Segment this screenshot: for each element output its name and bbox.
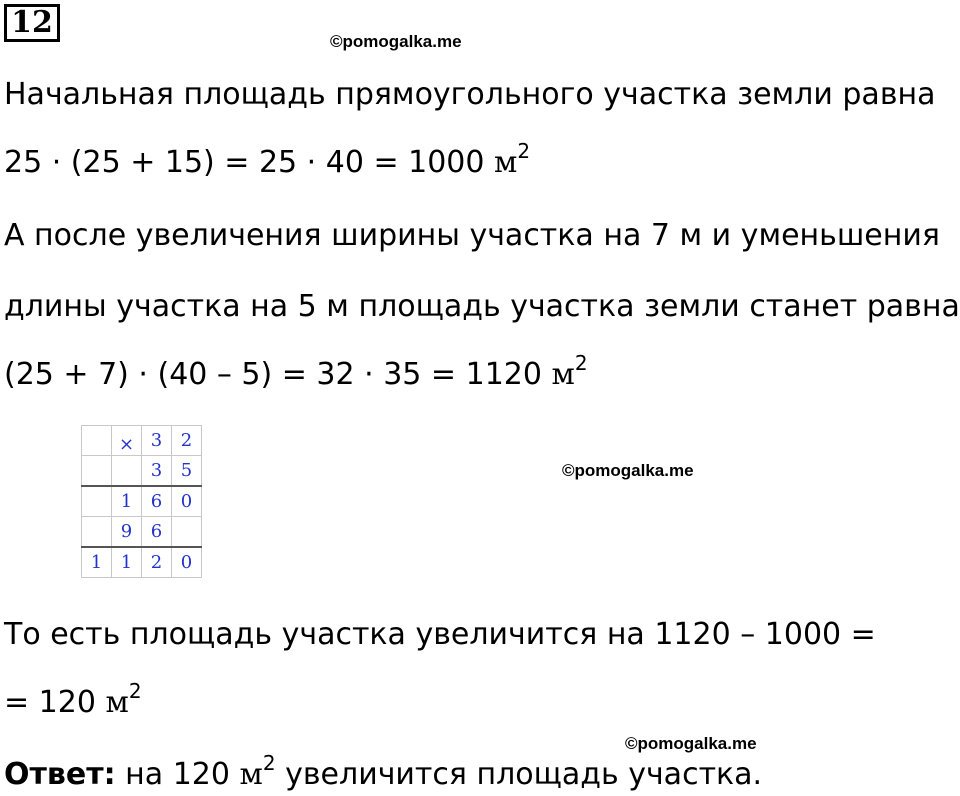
grid-cell (172, 517, 202, 548)
grid-cell: 2 (172, 426, 202, 456)
grid-row-5 (82, 547, 202, 578)
grid-cell: 1 (82, 547, 112, 578)
unit-m: м (239, 757, 263, 792)
unit-power: 2 (262, 751, 276, 775)
unit-m: м (551, 357, 575, 392)
text-line-5 (4, 351, 588, 393)
grid-cell (82, 426, 112, 456)
watermark-bottom: ©pomogalka.me (625, 734, 757, 753)
grid-cell: 6 (142, 486, 172, 517)
unit-power: 2 (517, 139, 531, 163)
text-line-6 (4, 617, 876, 653)
grid-cell-multiply-sign: × (112, 426, 142, 456)
text-line-1 (4, 77, 936, 113)
text-line-4 (4, 289, 960, 325)
answer-post: увеличится площадь участка. (285, 757, 763, 792)
grid-cell (82, 456, 112, 487)
unit-power: 2 (574, 351, 588, 375)
grid-cell: 9 (112, 517, 142, 548)
text-line-7 (4, 679, 142, 721)
watermark-middle: ©pomogalka.me (562, 461, 694, 480)
line-4-text: длины участка на 5 м площадь участка земли станет равна (4, 289, 960, 324)
line-6-text: То есть площадь участка увеличится на 1120 – 1000 = (4, 617, 876, 652)
multiplication-grid (81, 425, 202, 578)
grid-cell: 0 (172, 547, 202, 578)
unit-power: 2 (128, 679, 142, 703)
line-3-text: А после увеличения ширины участка на 7 м и уменьшения (4, 218, 940, 253)
grid-cell: 1 (112, 486, 142, 517)
unit-m: м (494, 145, 518, 180)
grid-row-2 (82, 456, 202, 487)
grid-cell (112, 456, 142, 487)
grid-cell: 1 (112, 547, 142, 578)
grid-cell (82, 517, 112, 548)
grid-cell: 2 (142, 547, 172, 578)
text-line-3 (4, 218, 940, 254)
line-2-text: 25 · (25 + 15) = 25 · 40 = 1000 (4, 145, 485, 180)
line-7-text: = 120 (4, 685, 96, 720)
line-5-text: (25 + 7) · (40 – 5) = 32 · 35 = 1120 (4, 357, 542, 392)
answer-line (4, 751, 763, 793)
answer-pre: на 120 (125, 757, 230, 792)
unit-m: м (105, 685, 129, 720)
line-1-text: Начальная площадь прямоугольного участка земли равна (4, 77, 936, 112)
answer-label: Ответ: (4, 757, 116, 792)
grid-row-3 (82, 486, 202, 517)
text-line-2 (4, 139, 531, 181)
grid-row-1 (82, 426, 202, 456)
grid-row-4 (82, 517, 202, 548)
grid-cell: 5 (172, 456, 202, 487)
grid-cell: 6 (142, 517, 172, 548)
grid-cell: 3 (142, 426, 172, 456)
watermark-top: ©pomogalka.me (330, 32, 462, 51)
grid-cell (82, 486, 112, 517)
problem-number: 12 (4, 4, 60, 42)
grid-cell: 0 (172, 486, 202, 517)
grid-cell: 3 (142, 456, 172, 487)
